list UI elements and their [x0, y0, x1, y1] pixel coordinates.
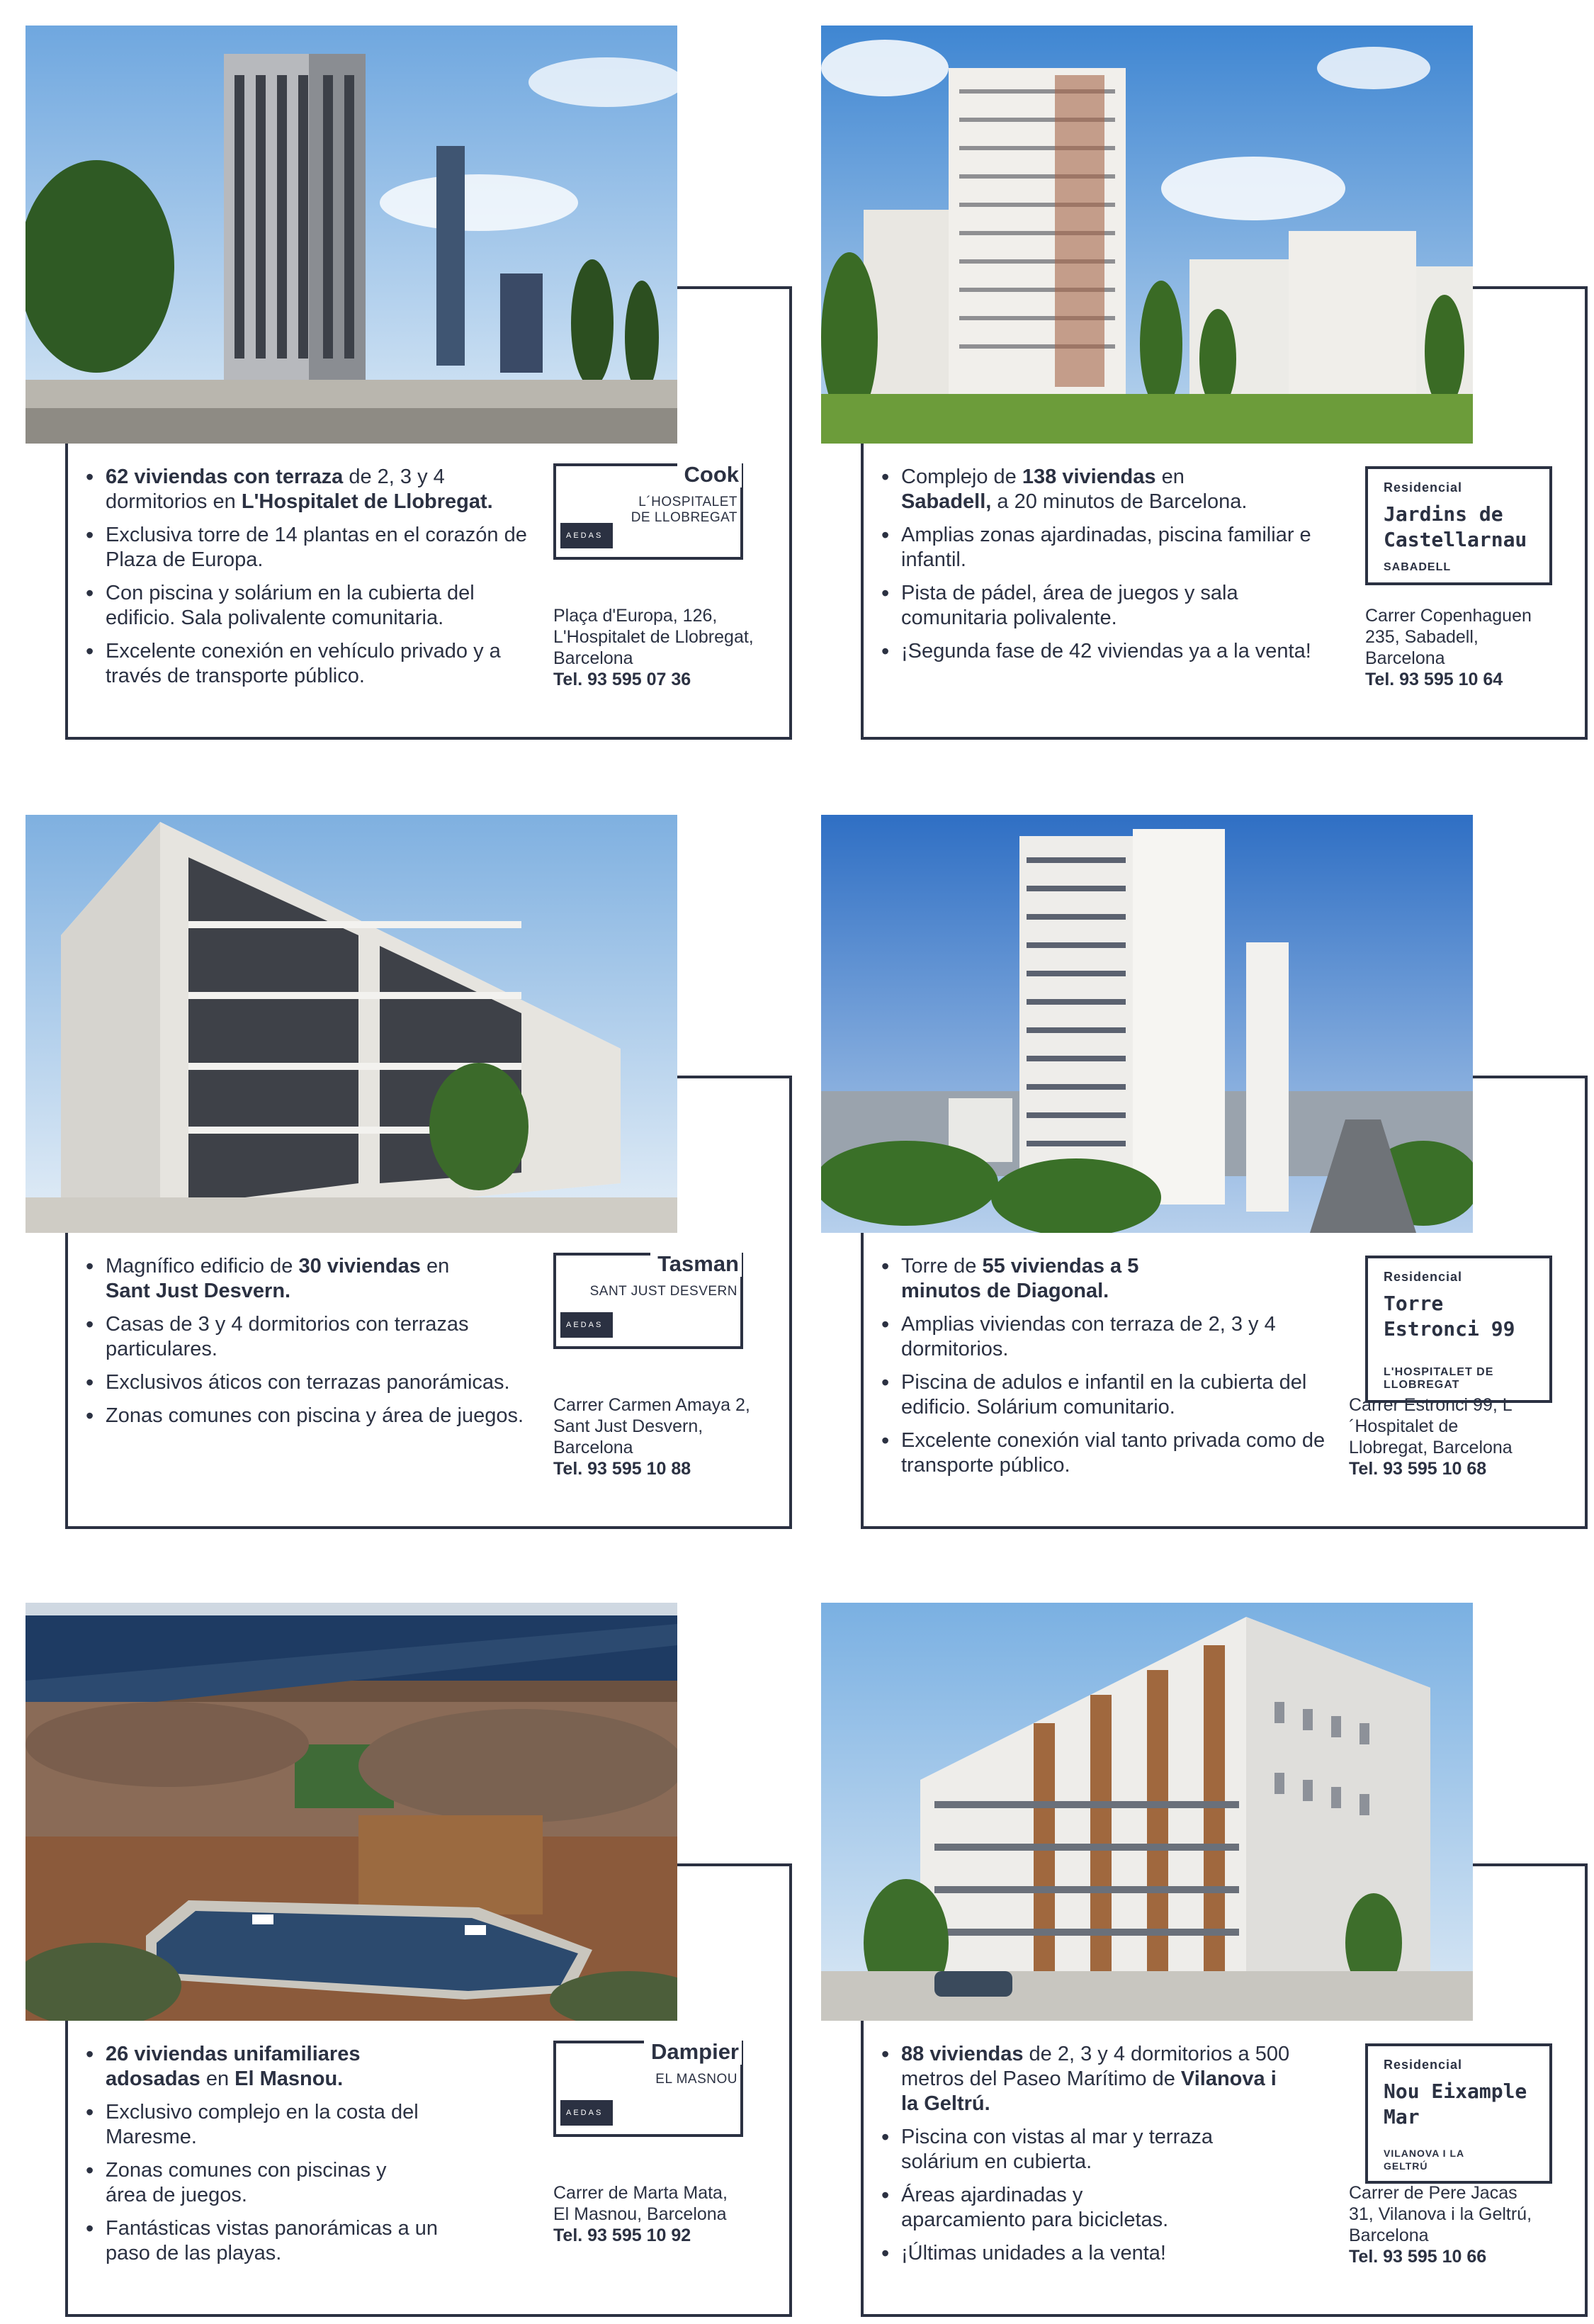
project-location: VILANOVA I LA GELTRÚ [1384, 2148, 1464, 2172]
project-name: Dampier [644, 2039, 742, 2065]
list-item: • Exclusiva torre de 14 plantas en el corazón de Plaza de Europa. [86, 523, 539, 572]
list-item: • Con piscina y solárium en la cubierta del edificio. Sala polivalente comunitaria. [86, 581, 539, 631]
phone-number: Tel. 93 595 10 66 [1349, 2247, 1487, 2267]
frame-line [65, 1233, 68, 1529]
address-text: Carrer de Pere Jacas 31, Vilanova i la Geltrú, Barcelona [1349, 2183, 1532, 2245]
phone-number: Tel. 93 595 10 88 [553, 1459, 691, 1479]
project-card-tasman [26, 815, 794, 1523]
list-item: • Piscina de adulos e infantil en la cubierta del edificio. Solárium comunitario. [881, 1370, 1335, 1420]
project-location: SANT JUST DESVERN [589, 1284, 737, 1299]
feature-list [86, 465, 539, 697]
address-text: Carrer Carmen Amaya 2, Sant Just Desvern, Barcelona [553, 1395, 750, 1457]
frame-line [65, 2314, 792, 2317]
feature-list [86, 1254, 539, 1437]
list-item: • ¡Últimas unidades a la venta! [881, 2241, 1335, 2266]
project-name: Cook [677, 462, 742, 487]
phone-number: Tel. 93 595 07 36 [553, 670, 691, 689]
frame-line [1585, 1076, 1588, 1529]
frame-line [65, 1526, 792, 1529]
brand-logo: AEDAS [560, 2100, 613, 2126]
list-item: • Fantásticas vistas panorámicas a un paso de las playas. [86, 2216, 446, 2266]
project-logo [553, 1253, 743, 1349]
list-item: • Piscina con vistas al mar y terraza solárium en cubierta. [881, 2125, 1270, 2174]
list-item: • Torre de 55 viviendas a 5 minutos de Diagonal. [881, 1254, 1213, 1304]
frame-line [677, 1076, 792, 1078]
frame-line [1473, 286, 1588, 289]
address-block [553, 2182, 745, 2246]
frame-line [861, 1233, 864, 1529]
frame-line [789, 1076, 792, 1529]
list-item: • 88 viviendas de 2, 3 y 4 dormitorios a 500 metros del Paseo Marítimo de Vilanova i la Geltrú. [881, 2042, 1298, 2116]
list-item: • Áreas ajardinadas y aparcamiento para bicicletas. [881, 2183, 1213, 2233]
project-card-jardins [821, 26, 1590, 734]
project-location: L'HOSPITALET DE LLOBREGAT [1384, 1366, 1494, 1391]
project-logo [553, 463, 743, 560]
feature-list [881, 1254, 1335, 1487]
project-location: L´HOSPITALET DE LLOBREGAT [631, 495, 737, 525]
project-name: Torre Estronci 99 [1384, 1292, 1515, 1341]
list-item: • Complejo de 138 viviendas en Sabadell, a 20 minutos de Barcelona. [881, 465, 1335, 514]
aerial-photo-dampier [26, 1603, 677, 2021]
frame-line [1585, 286, 1588, 740]
frame-line [677, 1863, 792, 1866]
feature-list [881, 2042, 1335, 2274]
address-block [1349, 1394, 1533, 1479]
list-item: • ¡Segunda fase de 42 viviendas ya a la venta! [881, 639, 1335, 664]
brand-logo: AEDAS [560, 1312, 613, 1338]
list-item: • 62 viviendas con terraza de 2, 3 y 4 dormitorios en L'Hospitalet de Llobregat. [86, 465, 539, 514]
project-name: Nou Eixample Mar [1384, 2080, 1527, 2128]
project-name: Jardins de Castellarnau [1384, 502, 1527, 551]
list-item: • Zonas comunes con piscinas y área de juegos. [86, 2158, 389, 2208]
list-item: • Excelente conexión vial tanto privada como de transporte público. [881, 1428, 1335, 1478]
address-text: Plaça d'Europa, 126, L'Hospitalet de Llobregat, Barcelona [553, 606, 754, 668]
project-card-nou-eixample [821, 1603, 1590, 2311]
building-photo-estronci [821, 815, 1473, 1233]
list-item: • Excelente conexión en vehículo privado y a través de transporte público. [86, 639, 539, 689]
residencial-logo [1365, 466, 1552, 585]
residencial-label: Residencial [1384, 1270, 1463, 1284]
list-item: • Amplias viviendas con terraza de 2, 3 y 4 dormitorios. [881, 1312, 1335, 1362]
list-item: • Pista de pádel, área de juegos y sala comunitaria polivalente. [881, 581, 1335, 631]
address-block [1365, 605, 1549, 690]
residencial-label: Residencial [1384, 480, 1463, 495]
feature-list [86, 2042, 539, 2274]
brand-logo: AEDAS [560, 523, 613, 548]
frame-line [677, 286, 792, 289]
project-location: SABADELL [1384, 561, 1452, 573]
frame-line [65, 737, 792, 740]
list-item: • Exclusivo complejo en la costa del Maresme. [86, 2100, 431, 2150]
frame-line [65, 2021, 68, 2317]
building-photo-jardins [821, 26, 1473, 444]
phone-number: Tel. 93 595 10 68 [1349, 1459, 1487, 1479]
list-item: • Exclusivos áticos con terrazas panorámicas. [86, 1370, 539, 1395]
list-item: • Magnífico edificio de 30 viviendas en Sant Just Desvern. [86, 1254, 539, 1304]
project-card-cook [26, 26, 794, 734]
residencial-logo [1365, 1256, 1552, 1403]
phone-number: Tel. 93 595 10 92 [553, 2226, 691, 2245]
list-item: • Zonas comunes con piscina y área de juegos. [86, 1404, 539, 1428]
address-block [1349, 2182, 1540, 2267]
building-photo-nou-eixample [821, 1603, 1473, 2021]
phone-number: Tel. 93 595 10 64 [1365, 670, 1503, 689]
address-block [553, 605, 766, 690]
project-location: EL MASNOU [655, 2072, 737, 2087]
residencial-logo [1365, 2043, 1552, 2184]
address-text: Carrer de Marta Mata, El Masnou, Barcelona [553, 2183, 728, 2224]
residencial-label: Residencial [1384, 2058, 1463, 2072]
building-photo-tasman [26, 815, 677, 1233]
frame-line [861, 2314, 1588, 2317]
list-item: • Amplias zonas ajardinadas, piscina familiar e infantil. [881, 523, 1335, 572]
frame-line [861, 2021, 864, 2317]
address-text: Carrer Estronci 99, L´Hospitalet de Llobregat, Barcelona [1349, 1395, 1513, 1457]
project-card-estronci [821, 815, 1590, 1523]
feature-list [881, 465, 1335, 672]
project-card-dampier [26, 1603, 794, 2311]
list-item: • Casas de 3 y 4 dormitorios con terrazas particulares. [86, 1312, 539, 1362]
frame-line [861, 1526, 1588, 1529]
frame-line [1473, 1863, 1588, 1866]
frame-line [789, 1863, 792, 2317]
frame-line [65, 444, 68, 740]
project-name: Tasman [650, 1251, 742, 1277]
address-text: Carrer Copenhaguen 235, Sabadell, Barcelona [1365, 606, 1532, 668]
frame-line [789, 286, 792, 740]
building-photo-cook [26, 26, 677, 444]
list-item: • 26 viviendas unifamiliares adosadas en El Masnou. [86, 2042, 403, 2092]
frame-line [1473, 1076, 1588, 1078]
project-logo [553, 2041, 743, 2137]
frame-line [861, 444, 864, 740]
frame-line [861, 737, 1588, 740]
frame-line [1585, 1863, 1588, 2317]
address-block [553, 1394, 766, 1479]
